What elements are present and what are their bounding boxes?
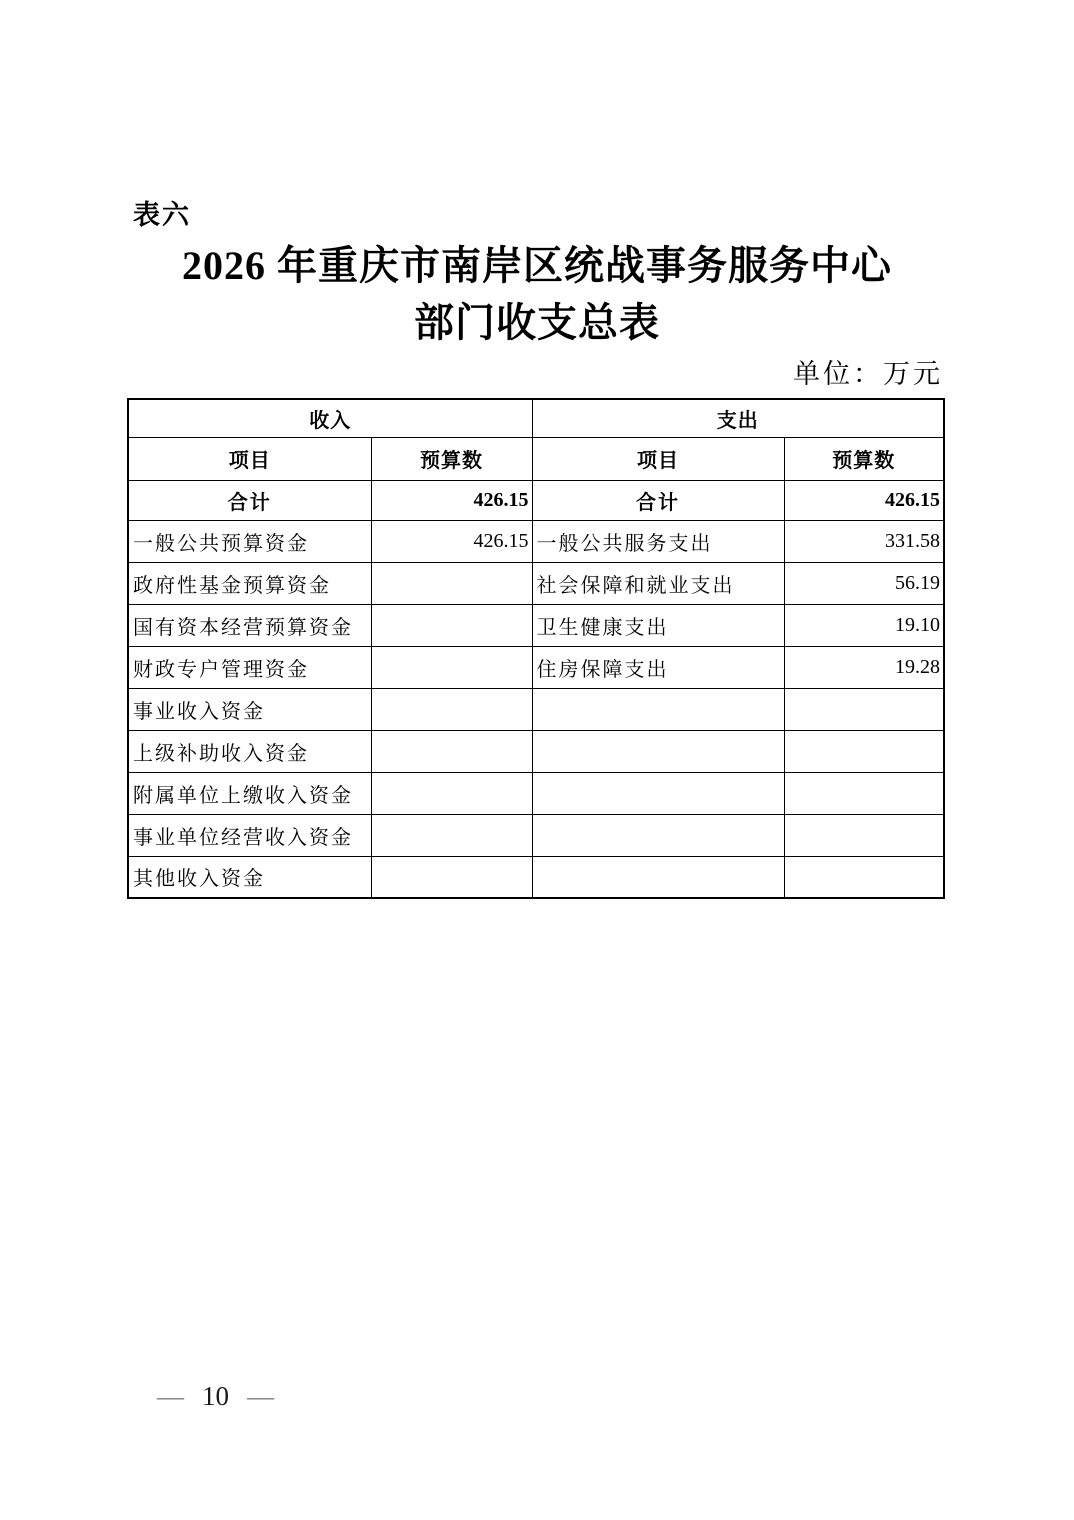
table-row: [128, 814, 944, 856]
income-item-cell: 其他收入资金: [128, 856, 371, 898]
expense-value-cell: [784, 814, 944, 856]
total-row: [128, 480, 944, 520]
expense-section-header: 支出: [532, 399, 944, 437]
expense-item-cell: [532, 814, 784, 856]
income-value-cell: 426.15: [371, 480, 532, 520]
footer-dash-left: —: [157, 1381, 184, 1411]
income-value-cell: [371, 814, 532, 856]
income-item-cell: 事业单位经营收入资金: [128, 814, 371, 856]
expense-item-cell: 合计: [532, 480, 784, 520]
expense-item-cell: [532, 772, 784, 814]
table-row: [128, 688, 944, 730]
income-value-cell: [371, 562, 532, 604]
table-row: [128, 730, 944, 772]
table-number-label: 表六: [133, 200, 191, 230]
page-footer: [157, 1381, 274, 1412]
expense-item-cell: [532, 856, 784, 898]
income-item-cell: 上级补助收入资金: [128, 730, 371, 772]
income-item-header: 项目: [128, 437, 371, 480]
expense-item-cell: [532, 730, 784, 772]
income-budget-header: 预算数: [371, 437, 532, 480]
unit-label: 单位：万元: [793, 359, 943, 389]
income-value-cell: [371, 856, 532, 898]
section-header-row: [128, 399, 944, 437]
expense-item-cell: 社会保障和就业支出: [532, 562, 784, 604]
income-item-cell: 事业收入资金: [128, 688, 371, 730]
income-item-cell: 财政专户管理资金: [128, 646, 371, 688]
expense-item-cell: 卫生健康支出: [532, 604, 784, 646]
income-value-cell: 426.15: [371, 520, 532, 562]
income-value-cell: [371, 604, 532, 646]
page-title: [0, 237, 1074, 351]
title-line-1: 2026 年重庆市南岸区统战事务服务中心: [182, 243, 892, 288]
income-item-cell: 一般公共预算资金: [128, 520, 371, 562]
income-value-cell: [371, 688, 532, 730]
expense-value-cell: 19.10: [784, 604, 944, 646]
expense-item-cell: 住房保障支出: [532, 646, 784, 688]
expense-value-cell: 426.15: [784, 480, 944, 520]
expense-item-header: 项目: [532, 437, 784, 480]
budget-summary-table: [127, 398, 945, 899]
table-row: [128, 604, 944, 646]
expense-value-cell: [784, 856, 944, 898]
income-value-cell: [371, 772, 532, 814]
income-section-header: 收入: [128, 399, 532, 437]
expense-value-cell: 56.19: [784, 562, 944, 604]
table-row: [128, 562, 944, 604]
expense-budget-header: 预算数: [784, 437, 944, 480]
income-item-cell: 附属单位上缴收入资金: [128, 772, 371, 814]
table-row: [128, 772, 944, 814]
title-line-2: 部门收支总表: [414, 300, 660, 345]
income-item-cell: 政府性基金预算资金: [128, 562, 371, 604]
income-value-cell: [371, 730, 532, 772]
column-header-row: [128, 437, 944, 480]
expense-value-cell: [784, 772, 944, 814]
income-value-cell: [371, 646, 532, 688]
expense-item-cell: 一般公共服务支出: [532, 520, 784, 562]
expense-value-cell: 331.58: [784, 520, 944, 562]
table-row: [128, 520, 944, 562]
income-item-cell: 国有资本经营预算资金: [128, 604, 371, 646]
table-row: [128, 856, 944, 898]
footer-dash-right: —: [247, 1381, 274, 1411]
page-number: 10: [202, 1381, 229, 1411]
expense-value-cell: 19.28: [784, 646, 944, 688]
income-item-cell: 合计: [128, 480, 371, 520]
expense-value-cell: [784, 730, 944, 772]
expense-item-cell: [532, 688, 784, 730]
expense-value-cell: [784, 688, 944, 730]
table-row: [128, 646, 944, 688]
